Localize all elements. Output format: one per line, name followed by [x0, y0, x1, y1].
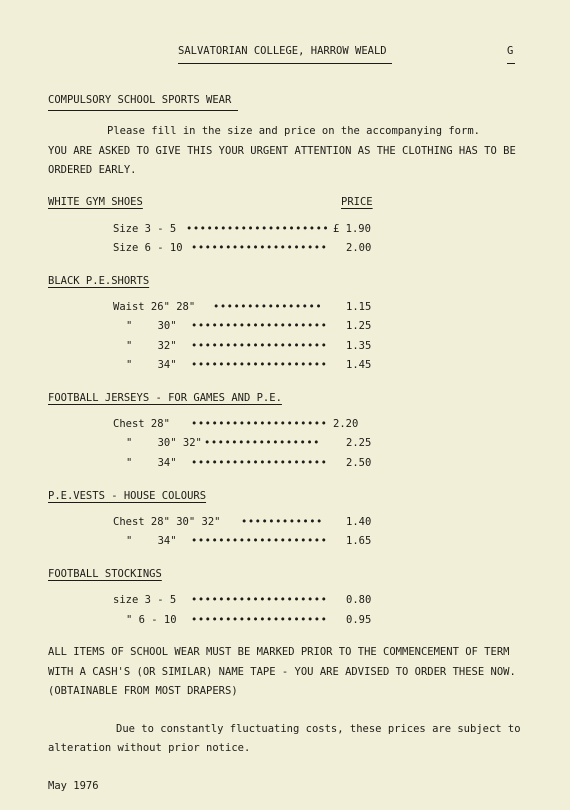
leader-dots: •••••••••••••••••••• [191, 359, 328, 371]
leader-dots: ••••••••••••••••• [204, 437, 320, 449]
notice-line-3: (OBTAINABLE FROM MOST DRAPERS) [48, 685, 238, 697]
leader-dots: •••••••••••••••••••• [191, 614, 328, 626]
intro-line-2: YOU ARE ASKED TO GIVE THIS YOUR URGENT ATTENTION AS THE CLOTHING HAS TO BE [48, 145, 516, 157]
item-label: " 30" [126, 320, 177, 332]
item-price: 2.50 [346, 457, 372, 469]
item-price: 2.20 [333, 418, 359, 430]
item-label: Size 6 - 10 [113, 242, 183, 254]
leader-dots: •••••••••••• [241, 516, 323, 528]
item-price: 2.25 [346, 437, 372, 449]
school-name: SALVATORIAN COLLEGE, HARROW WEALD [178, 45, 387, 57]
section-heading-black-pe-shorts: BLACK P.E.SHORTS [48, 275, 150, 287]
item-label: Chest 28" [113, 418, 170, 430]
leader-dots: •••••••••••••••••••• [191, 535, 328, 547]
item-price: 2.00 [346, 242, 372, 254]
item-price: 1.35 [346, 340, 372, 352]
header-rule [178, 63, 392, 64]
leader-dots: •••••••••••••••••••• [191, 320, 328, 332]
leader-dots: •••••••••••••••••••• [191, 340, 328, 352]
notice-line-2: WITH A CASH'S (OR SIMILAR) NAME TAPE - YOU ARE ADVISED TO ORDER THESE NOW. [48, 666, 516, 678]
section-heading-white-gym-shoes: WHITE GYM SHOES [48, 196, 143, 208]
item-label: Size 3 - 5 [113, 223, 177, 235]
item-price: 1.45 [346, 359, 372, 371]
leader-dots: ••••••••••••••••••••• [186, 223, 330, 235]
item-price: 0.95 [346, 614, 372, 626]
section-heading-football-stockings: FOOTBALL STOCKINGS [48, 568, 162, 580]
item-label: " 34" [126, 535, 177, 547]
document-date: May 1976 [48, 780, 99, 792]
price-column-header: PRICE [341, 196, 373, 208]
item-price: 1.15 [346, 301, 372, 313]
item-price: 1.65 [346, 535, 372, 547]
item-label: " 34" [126, 359, 177, 371]
item-price: 1.40 [346, 516, 372, 528]
item-label: Chest 28" 30" 32" [113, 516, 221, 528]
leader-dots: •••••••••••••••• [213, 301, 323, 313]
costs-note-line-2: alteration without prior notice. [48, 742, 251, 754]
item-label: " 32" [126, 340, 177, 352]
item-price: 1.25 [346, 320, 372, 332]
item-price: 0.80 [346, 594, 372, 606]
intro-line-3: ORDERED EARLY. [48, 164, 137, 176]
document-title: COMPULSORY SCHOOL SPORTS WEAR [48, 94, 232, 106]
section-heading-pe-vests: P.E.VESTS - HOUSE COLOURS [48, 490, 207, 502]
item-label: " 30" 32" [126, 437, 202, 449]
leader-dots: •••••••••••••••••••• [191, 594, 328, 606]
leader-dots: •••••••••••••••••••• [191, 242, 328, 254]
item-label: " 6 - 10 [126, 614, 177, 626]
page-letter: G [507, 45, 514, 57]
costs-note-line-1: Due to constantly fluctuating costs, these prices are subject to [116, 723, 521, 735]
item-label: " 34" [126, 457, 177, 469]
intro-line-1: Please fill in the size and price on the accompanying form. [107, 125, 480, 137]
section-heading-football-jerseys: FOOTBALL JERSEYS - FOR GAMES AND P.E. [48, 392, 282, 404]
item-price: £ 1.90 [333, 223, 371, 235]
title-rule [48, 110, 238, 111]
leader-dots: •••••••••••••••••••• [191, 457, 328, 469]
item-label: size 3 - 5 [113, 594, 177, 606]
page-letter-rule [507, 63, 515, 64]
notice-line-1: ALL ITEMS OF SCHOOL WEAR MUST BE MARKED PRIOR TO THE COMMENCEMENT OF TERM [48, 646, 510, 658]
leader-dots: •••••••••••••••••••• [191, 418, 328, 430]
item-label: Waist 26" 28" [113, 301, 196, 313]
